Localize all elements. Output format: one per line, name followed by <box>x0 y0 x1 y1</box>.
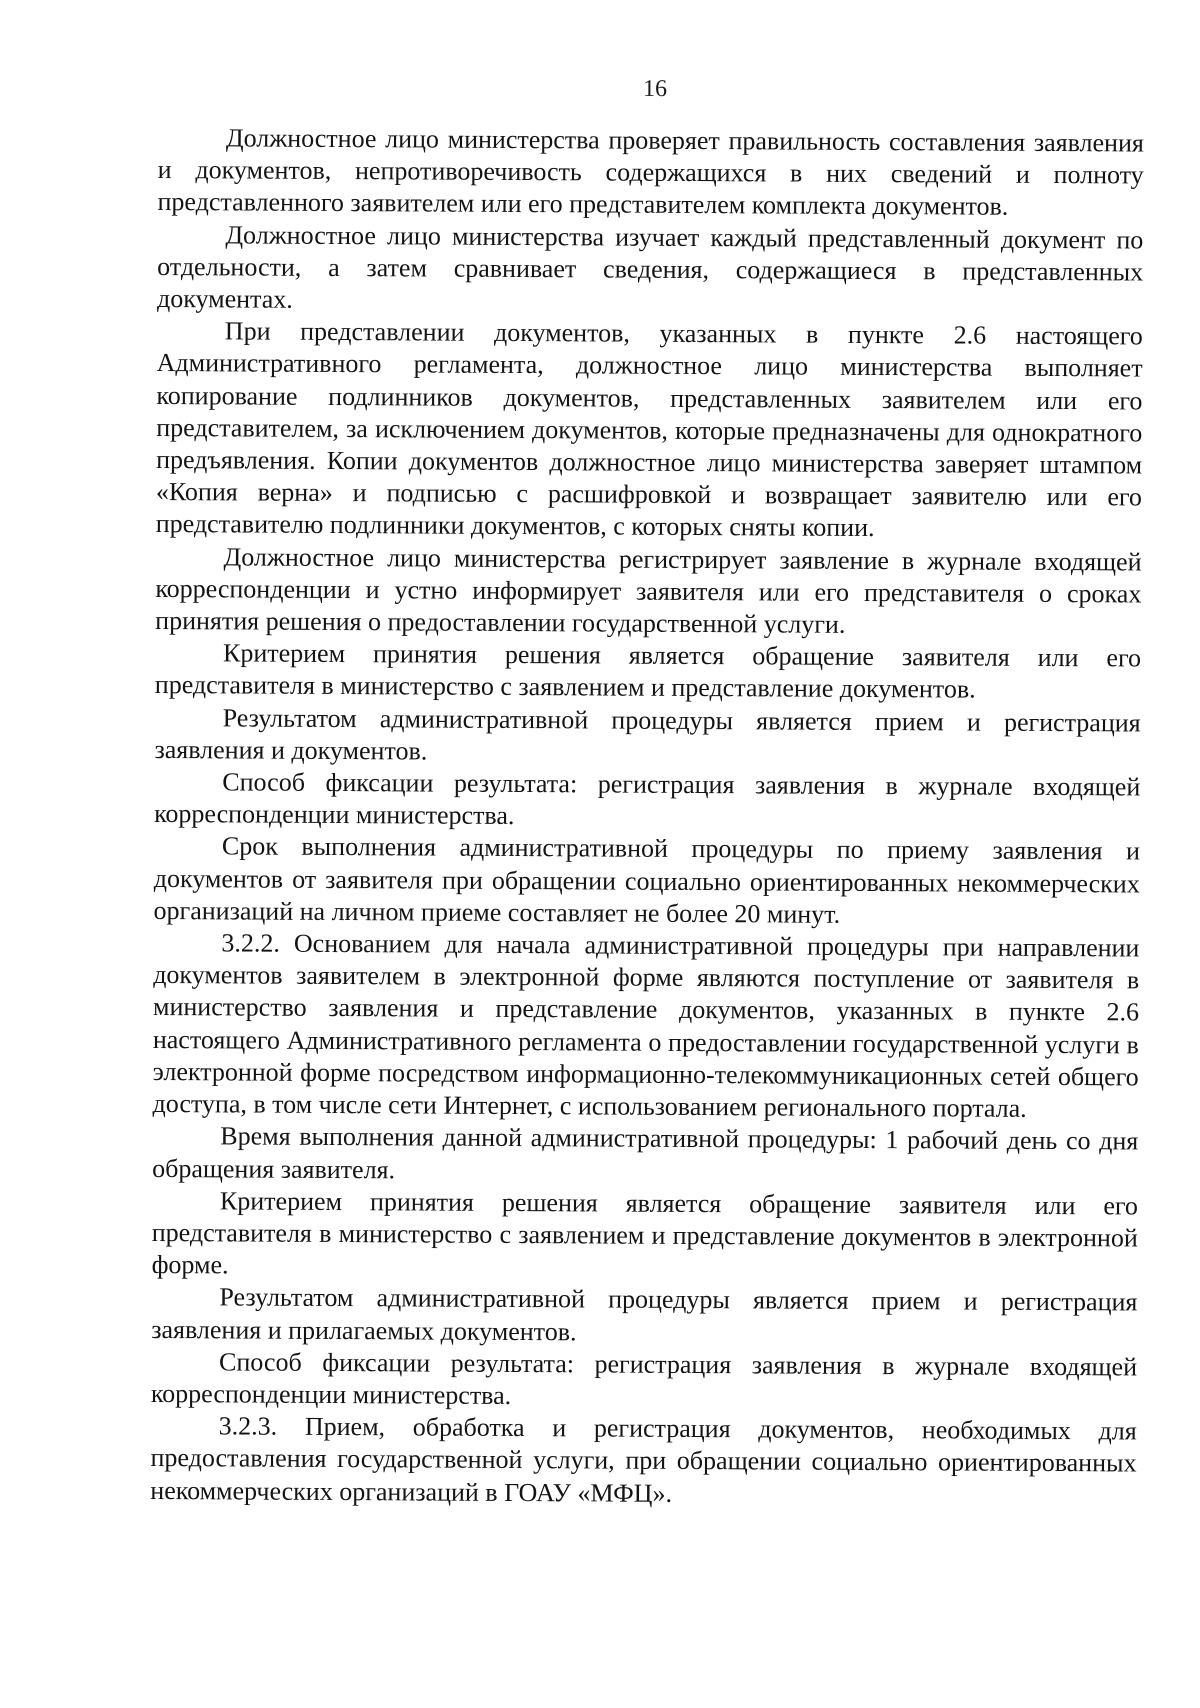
paragraph: Способ фиксации результата: регистрация заявления в журнале входящей корреспонденции министерства. <box>154 767 1141 831</box>
paragraph-3-2-2: 3.2.2. Основанием для начала административной процедуры при направлении документов заявителем в электронной форме являются поступление от заявителя в министерство заявления и представление документов, указанных в пункте 2.6 настоящего Административного регламента о предоставлении государственной услуги в электронной форме посредством информационно-телекоммуникационных сетей общего доступа, в том числе сети Интернет, с использованием регионального портала. <box>152 928 1140 1123</box>
paragraph: Должностное лицо министерства регистрирует заявление в журнале входящей корреспонденции и устно информирует заявителя или его представителя о сроках принятия решения о предоставлении государственной услуги. <box>155 542 1142 639</box>
paragraph: Результатом административной процедуры является прием и регистрация заявления и документов. <box>154 703 1141 766</box>
paragraph: Результатом административной процедуры является прием и регистрация заявления и прилагаемых документов. <box>151 1282 1138 1346</box>
document-body <box>150 122 1144 1512</box>
paragraph: Должностное лицо министерства проверяет правильность составления заявления и документов, непротиворечивость содержащихся в них сведений и полноту представленного заявителем или его представителем комплекта документов. <box>157 123 1144 222</box>
paragraph: Срок выполнения административной процедуры по приему заявления и документов от заявителя при обращении социально ориентированных некоммерческих организаций на личном приеме составляет не более 20 минут. <box>153 831 1141 929</box>
paragraph: Должностное лицо министерства изучает каждый представленный документ по отдельности, а затем сравнивает сведения, содержащиеся в представленных документах. <box>156 219 1144 314</box>
page-number: 16 <box>642 75 668 103</box>
paragraph: Критерием принятия решения является обращение заявителя или его представителя в министерство с заявлением и представление документов в электронной форме. <box>151 1186 1139 1280</box>
paragraph: Способ фиксации результата: регистрация заявления в журнале входящей корреспонденции министерства. <box>150 1347 1138 1410</box>
paragraph-3-2-3: 3.2.3. Прием, обработка и регистрация документов, необходимых для предоставления государственной услуги, при обращении социально ориентированных некоммерческих организаций в ГОАУ «МФЦ». <box>150 1411 1137 1508</box>
paragraph: Время выполнения данной административной процедуры: 1 рабочий день со дня обращения заявителя. <box>152 1121 1139 1184</box>
paragraph: При представлении документов, указанных в пункте 2.6 настоящего Административного регламента, должностное лицо министерства выполняет копирование подлинников документов, представленных заявителем или его представителем, за исключением документов, которые предназначены для однократного предъявления. Копии документов должностное лицо министерства заверяет штампом «Копия верна» и подписью с расшифровкой и возвращает заявителю или его представителю подлинники документов, с которых сняты копии. <box>155 316 1143 543</box>
paragraph: Критерием принятия решения является обращение заявителя или его представителя в министерство с заявлением и представление документов. <box>154 638 1142 705</box>
